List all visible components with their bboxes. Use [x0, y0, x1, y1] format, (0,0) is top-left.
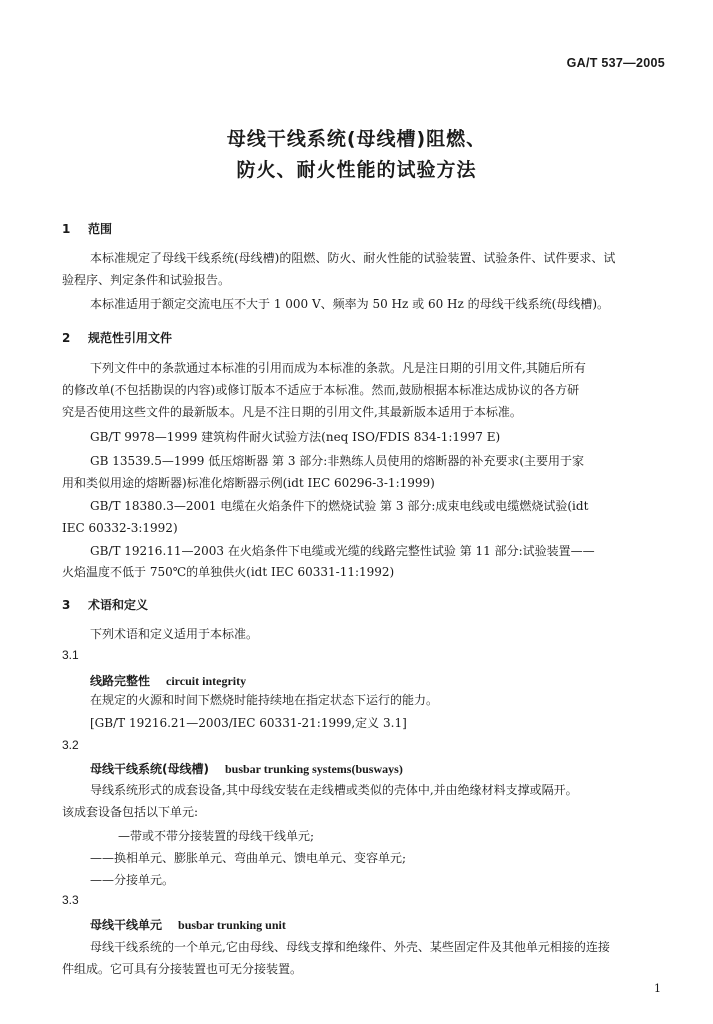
reference-gb-18380: GB/T 18380.3—2001 电缆在火焰条件下的燃烧试验 第 3 部分:成束电线或电缆燃烧试验(idt [90, 499, 589, 513]
term-zh: 母线干线单元 [90, 918, 163, 932]
term-en: circuit integrity [166, 674, 247, 688]
term-3-1-title [90, 672, 246, 689]
section-2-heading [62, 329, 172, 346]
page-number: 1 [654, 982, 661, 995]
term-3-2-title [90, 760, 403, 777]
term-en: busbar trunking systems(busways) [224, 762, 403, 776]
term-3-2-list-item-1: —带或不带分接装置的母线干线单元; [118, 829, 315, 843]
reference-gb-18380-cont: IEC 60332-3:1992) [62, 521, 178, 535]
section-title: 范围 [88, 222, 113, 236]
term-3-3-number: 3.3 [62, 893, 79, 907]
term-3-1-reference: [GB/T 19216.21—2003/IEC 60331-21:1999,定义 3.1] [90, 716, 407, 730]
term-zh: 母线干线系统(母线槽) [90, 762, 209, 776]
term-3-2-line-2: 该成套设备包括以下单元: [62, 805, 199, 819]
standard-code: GA/T 537—2005 [566, 56, 665, 70]
section-2-line-1: 下列文件中的条款通过本标准的引用而成为本标准的条款。凡是注日期的引用文件,其随后所有 [90, 361, 586, 375]
section-2-line-2: 的修改单(不包括勘误的内容)或修订版本不适应于本标准。然而,鼓励根据本标准达成协议的各方研 [62, 383, 580, 397]
term-3-2-list-item-3: ——分接单元。 [90, 873, 175, 887]
term-3-2-number: 3.2 [62, 738, 79, 752]
section-1-heading [62, 220, 112, 237]
term-3-3-title [90, 916, 286, 933]
term-zh: 线路完整性 [90, 674, 151, 688]
section-3-heading [62, 596, 148, 613]
term-3-2-list-item-2: ——换相单元、膨胀单元、弯曲单元、馈电单元、变容单元; [90, 851, 407, 865]
reference-gb-19216-cont: 火焰温度不低于 750℃的单独供火(idt IEC 60331-11:1992) [62, 565, 395, 579]
section-3-intro: 下列术语和定义适用于本标准。 [90, 627, 259, 641]
document-title-line2: 防火、耐火性能的试验方法 [236, 159, 477, 181]
reference-gb-19216: GB/T 19216.11—2003 在火焰条件下电缆或光缆的线路完整性试验 第 11 部分:试验装置—— [90, 544, 595, 558]
reference-gb-9978: GB/T 9978—1999 建筑构件耐火试验方法(neq ISO/FDIS 834-1:1997 E) [90, 430, 501, 444]
section-1-line-2: 验程序、判定条件和试验报告。 [62, 273, 231, 287]
term-3-1-number: 3.1 [62, 648, 79, 662]
section-2-line-3: 究是否使用这些文件的最新版本。凡是不注日期的引用文件,其最新版本适用于本标准。 [62, 405, 522, 419]
section-title: 规范性引用文件 [88, 331, 173, 345]
section-title: 术语和定义 [88, 598, 149, 612]
section-number: 2 [62, 331, 71, 345]
document-title-line1: 母线干线系统(母线槽)阻燃、 [226, 128, 487, 150]
section-number: 3 [62, 598, 71, 612]
term-3-2-line-1: 导线系统形式的成套设备,其中母线安装在走线槽或类似的壳体中,并由绝缘材料支撑或隔开。 [90, 783, 578, 797]
term-3-3-line-2: 件组成。它可具有分接装置也可无分接装置。 [62, 962, 303, 976]
term-3-1-definition: 在规定的火源和时间下燃烧时能持续地在指定状态下运行的能力。 [90, 693, 439, 707]
reference-gb-13539: GB 13539.5—1999 低压熔断器 第 3 部分:非熟练人员使用的熔断器的补充要求(主要用于家 [90, 454, 585, 468]
reference-gb-13539-cont: 用和类似用途的熔断器)标准化熔断器示例(idt IEC 60296-3-1:1999) [62, 476, 435, 490]
term-en: busbar trunking unit [178, 918, 286, 932]
section-1-line-3: 本标准适用于额定交流电压不大于 1 000 V、频率为 50 Hz 或 60 Hz 的母线干线系统(母线槽)。 [90, 297, 610, 311]
term-3-3-line-1: 母线干线系统的一个单元,它由母线、母线支撑和绝缘件、外壳、某些固定件及其他单元相接的连接 [90, 940, 610, 954]
section-number: 1 [62, 222, 71, 236]
section-1-line-1: 本标准规定了母线干线系统(母线槽)的阻燃、防火、耐火性能的试验装置、试验条件、试件要求、试 [90, 251, 616, 265]
